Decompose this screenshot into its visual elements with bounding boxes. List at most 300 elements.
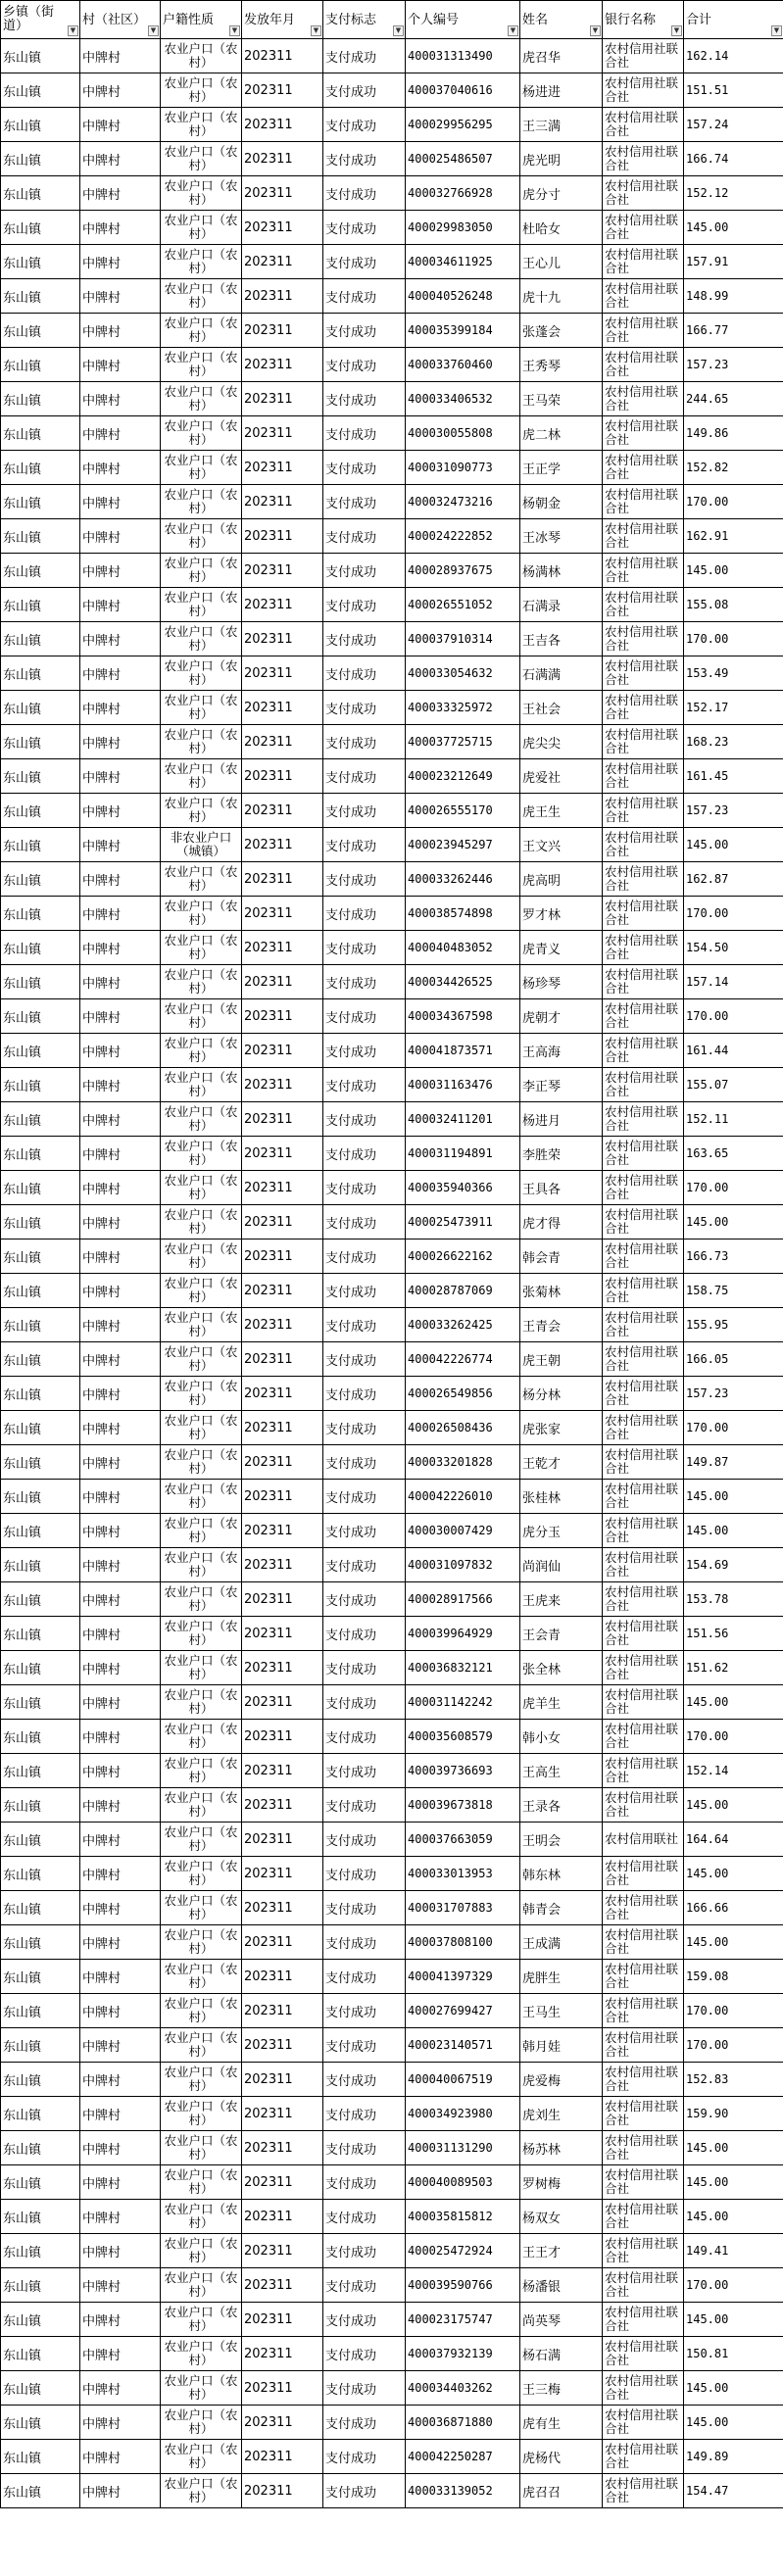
cell-status[interactable]: 支付成功 [323,759,406,794]
cell-bank[interactable]: 农村信用社联合社 [603,1582,684,1617]
cell-month[interactable]: 202311 [242,1274,323,1308]
col-header-month[interactable] [242,1,323,39]
cell-bank[interactable]: 农村信用社联合社 [603,554,684,588]
cell-village[interactable]: 中牌村 [80,1994,161,2028]
col-header-town[interactable] [1,1,80,39]
table-row[interactable] [1,1582,783,1617]
cell-village[interactable]: 中牌村 [80,1239,161,1274]
cell-town[interactable]: 东山镇 [1,1994,80,2028]
cell-village[interactable]: 中牌村 [80,1754,161,1788]
cell-status[interactable]: 支付成功 [323,1068,406,1102]
cell-name[interactable]: 李胜荣 [520,1137,603,1171]
table-row[interactable] [1,485,783,519]
cell-town[interactable]: 东山镇 [1,1651,80,1685]
cell-total[interactable]: 157.23 [684,348,783,382]
cell-name[interactable]: 杨珍琴 [520,965,603,999]
cell-town[interactable]: 东山镇 [1,1891,80,1925]
table-row[interactable] [1,1377,783,1411]
cell-name[interactable]: 虎才得 [520,1205,603,1239]
cell-month[interactable]: 202311 [242,2371,323,2406]
cell-village[interactable]: 中牌村 [80,1685,161,1720]
cell-status[interactable]: 支付成功 [323,1651,406,1685]
cell-person-id[interactable]: 400026508436 [406,1411,520,1445]
cell-village[interactable]: 中牌村 [80,2200,161,2234]
cell-huji[interactable]: 农业户口（农村） [161,2097,242,2131]
cell-bank[interactable]: 农村信用社联合社 [603,73,684,108]
cell-total[interactable]: 145.00 [684,1480,783,1514]
cell-total[interactable]: 151.51 [684,73,783,108]
cell-status[interactable]: 支付成功 [323,1274,406,1308]
cell-person-id[interactable]: 400024222852 [406,519,520,554]
cell-total[interactable]: 149.87 [684,1445,783,1480]
cell-bank[interactable]: 农村信用联社 [603,1823,684,1857]
cell-total[interactable]: 145.00 [684,2131,783,2165]
cell-huji[interactable]: 农业户口（农村） [161,1342,242,1377]
cell-village[interactable]: 中牌村 [80,2474,161,2508]
cell-status[interactable]: 支付成功 [323,519,406,554]
cell-village[interactable]: 中牌村 [80,1377,161,1411]
cell-person-id[interactable]: 400033406532 [406,382,520,416]
cell-village[interactable]: 中牌村 [80,759,161,794]
cell-status[interactable]: 支付成功 [323,1925,406,1960]
cell-bank[interactable]: 农村信用社联合社 [603,108,684,142]
cell-person-id[interactable]: 400023945297 [406,828,520,862]
cell-town[interactable]: 东山镇 [1,108,80,142]
table-row[interactable] [1,1720,783,1754]
cell-name[interactable]: 韩月娃 [520,2028,603,2063]
cell-village[interactable]: 中牌村 [80,1823,161,1857]
table-row[interactable] [1,314,783,348]
cell-town[interactable]: 东山镇 [1,1034,80,1068]
cell-village[interactable]: 中牌村 [80,1925,161,1960]
cell-town[interactable]: 东山镇 [1,451,80,485]
cell-month[interactable]: 202311 [242,451,323,485]
cell-huji[interactable]: 农业户口（农村） [161,794,242,828]
cell-huji[interactable]: 农业户口（农村） [161,862,242,897]
table-row[interactable] [1,1411,783,1445]
cell-town[interactable]: 东山镇 [1,2097,80,2131]
cell-status[interactable]: 支付成功 [323,554,406,588]
cell-total[interactable]: 153.78 [684,1582,783,1617]
table-row[interactable] [1,519,783,554]
cell-status[interactable]: 支付成功 [323,108,406,142]
cell-status[interactable]: 支付成功 [323,622,406,656]
cell-total[interactable]: 154.69 [684,1548,783,1582]
cell-huji[interactable]: 农业户口（农村） [161,73,242,108]
cell-huji[interactable]: 农业户口（农村） [161,691,242,725]
cell-month[interactable]: 202311 [242,1137,323,1171]
cell-person-id[interactable]: 400031163476 [406,1068,520,1102]
cell-town[interactable]: 东山镇 [1,1548,80,1582]
table-row[interactable] [1,2474,783,2508]
cell-village[interactable]: 中牌村 [80,1582,161,1617]
cell-person-id[interactable]: 400028917566 [406,1582,520,1617]
cell-status[interactable]: 支付成功 [323,2097,406,2131]
cell-bank[interactable]: 农村信用社联合社 [603,1342,684,1377]
cell-total[interactable]: 150.81 [684,2337,783,2371]
cell-village[interactable]: 中牌村 [80,142,161,176]
table-row[interactable] [1,862,783,897]
cell-total[interactable]: 163.65 [684,1137,783,1171]
cell-status[interactable]: 支付成功 [323,1960,406,1994]
cell-huji[interactable]: 农业户口（农村） [161,554,242,588]
cell-month[interactable]: 202311 [242,622,323,656]
cell-month[interactable]: 202311 [242,211,323,245]
cell-village[interactable]: 中牌村 [80,2303,161,2337]
cell-bank[interactable]: 农村信用社联合社 [603,2063,684,2097]
cell-name[interactable]: 杨进进 [520,73,603,108]
cell-name[interactable]: 王具各 [520,1171,603,1205]
cell-total[interactable]: 170.00 [684,1720,783,1754]
cell-status[interactable]: 支付成功 [323,725,406,759]
cell-person-id[interactable]: 400034611925 [406,245,520,279]
table-row[interactable] [1,691,783,725]
cell-month[interactable]: 202311 [242,862,323,897]
cell-month[interactable]: 202311 [242,2303,323,2337]
cell-total[interactable]: 155.95 [684,1308,783,1342]
cell-total[interactable]: 168.23 [684,725,783,759]
cell-status[interactable]: 支付成功 [323,2337,406,2371]
cell-town[interactable]: 东山镇 [1,39,80,73]
cell-name[interactable]: 虎爱社 [520,759,603,794]
cell-status[interactable]: 支付成功 [323,1617,406,1651]
cell-name[interactable]: 罗树梅 [520,2165,603,2200]
cell-village[interactable]: 中牌村 [80,1891,161,1925]
cell-town[interactable]: 东山镇 [1,1445,80,1480]
cell-town[interactable]: 东山镇 [1,382,80,416]
cell-name[interactable]: 虎张家 [520,1411,603,1445]
cell-huji[interactable]: 农业户口（农村） [161,1685,242,1720]
cell-name[interactable]: 韩东林 [520,1857,603,1891]
cell-village[interactable]: 中牌村 [80,1617,161,1651]
cell-bank[interactable]: 农村信用社联合社 [603,1274,684,1308]
cell-bank[interactable]: 农村信用社联合社 [603,279,684,314]
cell-town[interactable]: 东山镇 [1,1239,80,1274]
cell-total[interactable]: 161.44 [684,1034,783,1068]
cell-huji[interactable]: 农业户口（农村） [161,999,242,1034]
cell-town[interactable]: 东山镇 [1,73,80,108]
cell-town[interactable]: 东山镇 [1,691,80,725]
cell-huji[interactable]: 农业户口（农村） [161,2063,242,2097]
cell-bank[interactable]: 农村信用社联合社 [603,759,684,794]
cell-total[interactable]: 166.66 [684,1891,783,1925]
cell-person-id[interactable]: 400033201828 [406,1445,520,1480]
cell-village[interactable]: 中牌村 [80,348,161,382]
cell-status[interactable]: 支付成功 [323,588,406,622]
cell-village[interactable]: 中牌村 [80,1788,161,1823]
cell-total[interactable]: 170.00 [684,622,783,656]
cell-status[interactable]: 支付成功 [323,2268,406,2303]
cell-person-id[interactable]: 400037663059 [406,1823,520,1857]
cell-total[interactable]: 166.73 [684,1239,783,1274]
cell-village[interactable]: 中牌村 [80,2337,161,2371]
cell-month[interactable]: 202311 [242,176,323,211]
cell-month[interactable]: 202311 [242,519,323,554]
cell-town[interactable]: 东山镇 [1,2200,80,2234]
cell-month[interactable]: 202311 [242,999,323,1034]
cell-status[interactable]: 支付成功 [323,999,406,1034]
cell-total[interactable]: 170.00 [684,1411,783,1445]
cell-village[interactable]: 中牌村 [80,1480,161,1514]
cell-village[interactable]: 中牌村 [80,897,161,931]
cell-village[interactable]: 中牌村 [80,794,161,828]
cell-name[interactable]: 杨潘银 [520,2268,603,2303]
cell-person-id[interactable]: 400023140571 [406,2028,520,2063]
cell-huji[interactable]: 农业户口（农村） [161,176,242,211]
col-header-huji[interactable] [161,1,242,39]
cell-village[interactable]: 中牌村 [80,828,161,862]
cell-total[interactable]: 145.00 [684,828,783,862]
cell-total[interactable]: 161.45 [684,759,783,794]
table-row[interactable] [1,1857,783,1891]
cell-total[interactable]: 152.14 [684,1754,783,1788]
cell-total[interactable]: 155.08 [684,588,783,622]
table-row[interactable] [1,1925,783,1960]
cell-bank[interactable]: 农村信用社联合社 [603,1994,684,2028]
cell-village[interactable]: 中牌村 [80,965,161,999]
table-row[interactable] [1,1205,783,1239]
cell-status[interactable]: 支付成功 [323,73,406,108]
cell-status[interactable]: 支付成功 [323,691,406,725]
cell-status[interactable]: 支付成功 [323,2131,406,2165]
cell-status[interactable]: 支付成功 [323,1548,406,1582]
cell-bank[interactable]: 农村信用社联合社 [603,2165,684,2200]
cell-bank[interactable]: 农村信用社联合社 [603,2131,684,2165]
table-row[interactable] [1,1617,783,1651]
cell-month[interactable]: 202311 [242,1514,323,1548]
cell-status[interactable]: 支付成功 [323,828,406,862]
cell-village[interactable]: 中牌村 [80,656,161,691]
cell-huji[interactable]: 农业户口（农村） [161,108,242,142]
cell-person-id[interactable]: 400037040616 [406,73,520,108]
cell-bank[interactable]: 农村信用社联合社 [603,451,684,485]
cell-name[interactable]: 虎光明 [520,142,603,176]
cell-status[interactable]: 支付成功 [323,1308,406,1342]
cell-village[interactable]: 中牌村 [80,416,161,451]
cell-town[interactable]: 东山镇 [1,2474,80,2508]
cell-bank[interactable]: 农村信用社联合社 [603,2303,684,2337]
cell-status[interactable]: 支付成功 [323,794,406,828]
cell-person-id[interactable]: 400033054632 [406,656,520,691]
cell-town[interactable]: 东山镇 [1,2268,80,2303]
cell-village[interactable]: 中牌村 [80,554,161,588]
cell-status[interactable]: 支付成功 [323,1891,406,1925]
cell-total[interactable]: 166.05 [684,1342,783,1377]
table-row[interactable] [1,1137,783,1171]
cell-name[interactable]: 虎尖尖 [520,725,603,759]
cell-month[interactable]: 202311 [242,691,323,725]
cell-status[interactable]: 支付成功 [323,1239,406,1274]
cell-status[interactable]: 支付成功 [323,451,406,485]
cell-total[interactable]: 145.00 [684,2303,783,2337]
cell-huji[interactable]: 农业户口（农村） [161,2337,242,2371]
cell-huji[interactable]: 农业户口（农村） [161,1857,242,1891]
cell-huji[interactable]: 农业户口（农村） [161,314,242,348]
cell-month[interactable]: 202311 [242,1171,323,1205]
table-row[interactable] [1,1651,783,1685]
cell-town[interactable]: 东山镇 [1,1617,80,1651]
cell-status[interactable]: 支付成功 [323,142,406,176]
cell-bank[interactable]: 农村信用社联合社 [603,1068,684,1102]
cell-huji[interactable]: 农业户口（农村） [161,1548,242,1582]
cell-status[interactable]: 支付成功 [323,1685,406,1720]
cell-month[interactable]: 202311 [242,965,323,999]
cell-village[interactable]: 中牌村 [80,2371,161,2406]
cell-name[interactable]: 王文兴 [520,828,603,862]
table-row[interactable] [1,1994,783,2028]
cell-total[interactable]: 157.91 [684,245,783,279]
table-row[interactable] [1,931,783,965]
cell-total[interactable]: 159.90 [684,2097,783,2131]
cell-huji[interactable]: 农业户口（农村） [161,1891,242,1925]
cell-village[interactable]: 中牌村 [80,2063,161,2097]
cell-person-id[interactable]: 400023212649 [406,759,520,794]
cell-total[interactable]: 157.24 [684,108,783,142]
cell-bank[interactable]: 农村信用社联合社 [603,1651,684,1685]
cell-status[interactable]: 支付成功 [323,897,406,931]
cell-bank[interactable]: 农村信用社联合社 [603,1548,684,1582]
cell-town[interactable]: 东山镇 [1,1411,80,1445]
cell-bank[interactable]: 农村信用社联合社 [603,2474,684,2508]
cell-bank[interactable]: 农村信用社联合社 [603,39,684,73]
cell-month[interactable]: 202311 [242,2200,323,2234]
table-row[interactable] [1,1445,783,1480]
cell-total[interactable]: 162.14 [684,39,783,73]
cell-name[interactable]: 石满录 [520,588,603,622]
cell-town[interactable]: 东山镇 [1,2337,80,2371]
cell-total[interactable]: 145.00 [684,2165,783,2200]
cell-person-id[interactable]: 400034367598 [406,999,520,1034]
cell-village[interactable]: 中牌村 [80,999,161,1034]
table-row[interactable] [1,2165,783,2200]
cell-huji[interactable]: 农业户口（农村） [161,1788,242,1823]
cell-name[interactable]: 虎朝才 [520,999,603,1034]
cell-bank[interactable]: 农村信用社联合社 [603,691,684,725]
cell-person-id[interactable]: 400036871880 [406,2406,520,2440]
cell-town[interactable]: 东山镇 [1,588,80,622]
table-row[interactable] [1,1514,783,1548]
cell-status[interactable]: 支付成功 [323,965,406,999]
table-row[interactable] [1,2097,783,2131]
cell-huji[interactable]: 农业户口（农村） [161,1651,242,1685]
cell-month[interactable]: 202311 [242,1651,323,1685]
table-row[interactable] [1,554,783,588]
cell-month[interactable]: 202311 [242,1205,323,1239]
filter-dropdown-icon[interactable]: ▼ [508,25,518,36]
cell-village[interactable]: 中牌村 [80,1102,161,1137]
cell-total[interactable]: 145.00 [684,2406,783,2440]
cell-month[interactable]: 202311 [242,73,323,108]
cell-bank[interactable]: 农村信用社联合社 [603,211,684,245]
cell-bank[interactable]: 农村信用社联合社 [603,2028,684,2063]
cell-town[interactable]: 东山镇 [1,2371,80,2406]
cell-huji[interactable]: 非农业户口（城镇） [161,828,242,862]
cell-town[interactable]: 东山镇 [1,1754,80,1788]
cell-status[interactable]: 支付成功 [323,1205,406,1239]
cell-person-id[interactable]: 400040526248 [406,279,520,314]
table-row[interactable] [1,656,783,691]
cell-total[interactable]: 145.00 [684,2200,783,2234]
table-row[interactable] [1,828,783,862]
cell-status[interactable]: 支付成功 [323,931,406,965]
cell-huji[interactable]: 农业户口（农村） [161,759,242,794]
cell-village[interactable]: 中牌村 [80,1205,161,1239]
cell-huji[interactable]: 农业户口（农村） [161,1960,242,1994]
cell-name[interactable]: 王明会 [520,1823,603,1857]
cell-name[interactable]: 杨进月 [520,1102,603,1137]
cell-person-id[interactable]: 400031097832 [406,1548,520,1582]
cell-total[interactable]: 157.23 [684,794,783,828]
cell-month[interactable]: 202311 [242,1308,323,1342]
cell-bank[interactable]: 农村信用社联合社 [603,1685,684,1720]
cell-status[interactable]: 支付成功 [323,1137,406,1171]
cell-village[interactable]: 中牌村 [80,39,161,73]
cell-town[interactable]: 东山镇 [1,656,80,691]
cell-town[interactable]: 东山镇 [1,1068,80,1102]
cell-village[interactable]: 中牌村 [80,622,161,656]
cell-person-id[interactable]: 400039590766 [406,2268,520,2303]
cell-month[interactable]: 202311 [242,2474,323,2508]
table-row[interactable] [1,1891,783,1925]
cell-bank[interactable]: 农村信用社联合社 [603,1171,684,1205]
table-row[interactable] [1,897,783,931]
cell-person-id[interactable]: 400033262446 [406,862,520,897]
cell-person-id[interactable]: 400033325972 [406,691,520,725]
cell-person-id[interactable]: 400026551052 [406,588,520,622]
cell-name[interactable]: 王会青 [520,1617,603,1651]
cell-name[interactable]: 尚英琴 [520,2303,603,2337]
cell-name[interactable]: 虎召华 [520,39,603,73]
cell-status[interactable]: 支付成功 [323,1823,406,1857]
table-row[interactable] [1,999,783,1034]
cell-village[interactable]: 中牌村 [80,1720,161,1754]
cell-village[interactable]: 中牌村 [80,862,161,897]
cell-total[interactable]: 152.17 [684,691,783,725]
cell-bank[interactable]: 农村信用社联合社 [603,1205,684,1239]
cell-huji[interactable]: 农业户口（农村） [161,1308,242,1342]
table-row[interactable] [1,1102,783,1137]
cell-month[interactable]: 202311 [242,108,323,142]
cell-name[interactable]: 虎王生 [520,794,603,828]
cell-village[interactable]: 中牌村 [80,1548,161,1582]
cell-bank[interactable]: 农村信用社联合社 [603,1239,684,1274]
cell-person-id[interactable]: 400032766928 [406,176,520,211]
cell-bank[interactable]: 农村信用社联合社 [603,1720,684,1754]
table-row[interactable] [1,725,783,759]
cell-person-id[interactable]: 400033760460 [406,348,520,382]
cell-month[interactable]: 202311 [242,1994,323,2028]
cell-name[interactable]: 王乾才 [520,1445,603,1480]
cell-name[interactable]: 王社会 [520,691,603,725]
cell-name[interactable]: 王秀琴 [520,348,603,382]
cell-village[interactable]: 中牌村 [80,2440,161,2474]
cell-name[interactable]: 王高生 [520,1754,603,1788]
cell-total[interactable]: 145.00 [684,554,783,588]
cell-month[interactable]: 202311 [242,2268,323,2303]
cell-name[interactable]: 张菊林 [520,1274,603,1308]
cell-total[interactable]: 170.00 [684,2268,783,2303]
table-row[interactable] [1,108,783,142]
cell-status[interactable]: 支付成功 [323,245,406,279]
table-row[interactable] [1,1548,783,1582]
table-row[interactable] [1,245,783,279]
cell-bank[interactable]: 农村信用社联合社 [603,1137,684,1171]
cell-town[interactable]: 东山镇 [1,1171,80,1205]
cell-village[interactable]: 中牌村 [80,1857,161,1891]
cell-bank[interactable]: 农村信用社联合社 [603,245,684,279]
cell-name[interactable]: 虎有生 [520,2406,603,2440]
cell-village[interactable]: 中牌村 [80,2097,161,2131]
